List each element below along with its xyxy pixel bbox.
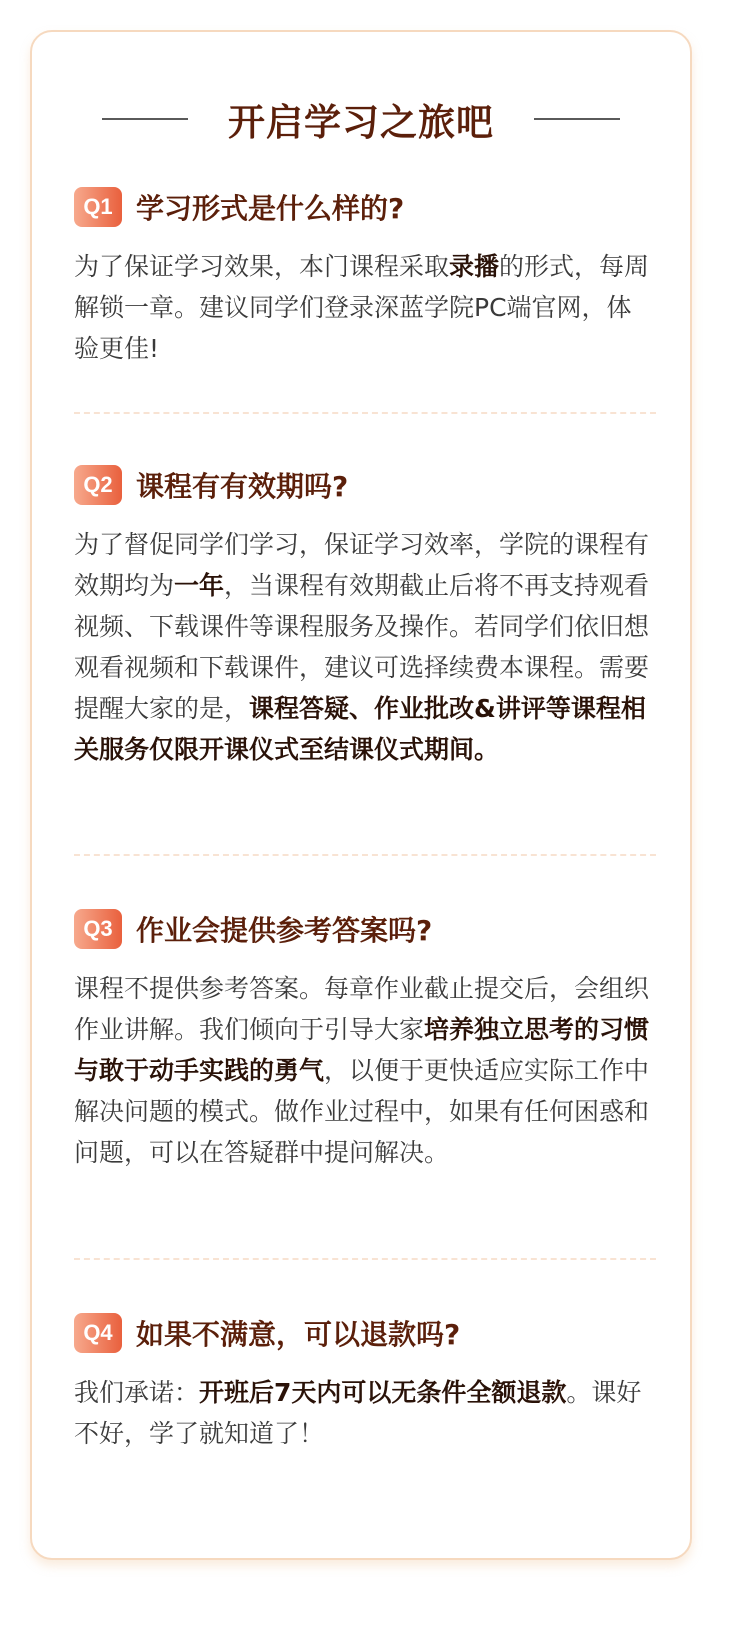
- question-title: 如果不满意，可以退款吗?: [136, 1318, 461, 1351]
- answer-segment: 。课好不好，学了就知道了！: [74, 1378, 642, 1448]
- question-row: [74, 184, 656, 230]
- answer-segment: 的形式，每周解锁一章。建议同学们登录深蓝学院PC端官网，体验更佳!: [74, 252, 650, 363]
- answer-text: [74, 246, 656, 369]
- question-badge: Q3: [74, 909, 122, 949]
- question-title: 学习形式是什么样的?: [136, 192, 405, 225]
- dashed-divider: [74, 1258, 656, 1260]
- answer-segment: ，以便于更快适应实际工作中解决问题的模式。做作业过程中，如果有任何困惑和问题，可以在答疑群中提问解决。: [74, 1056, 650, 1167]
- answer-text: [74, 524, 656, 770]
- header-line-right: [534, 118, 620, 120]
- answer-highlight: 课程答疑、作业批改&讲评等课程相关服务仅限开课仪式至结课仪式期间。: [74, 694, 646, 764]
- question-badge: Q1: [74, 187, 122, 227]
- answer-segment: ，当课程有效期截止后将不再支持观看视频、下载课件等课程服务及操作。若同学们依旧想观看视频和下载课件，建议可选择续费本课程。需要提醒大家的是，: [74, 571, 650, 723]
- question-row: [74, 906, 656, 952]
- question-title: 作业会提供参考答案吗?: [136, 914, 433, 947]
- header: [32, 94, 690, 144]
- answer-segment: 为了保证学习效果，本门课程采取: [74, 252, 450, 281]
- faq-item-q3: [74, 906, 656, 1173]
- answer-segment: 课程不提供参考答案。每章作业截止提交后，会组织作业讲解。我们倾向于引导大家: [74, 974, 650, 1044]
- answer-highlight: 开班后7天内可以无条件全额退款: [199, 1378, 567, 1407]
- question-badge: Q4: [74, 1313, 122, 1353]
- answer-highlight: 培养独立思考的习惯与敢于动手实践的勇气: [74, 1015, 650, 1085]
- header-line-left: [102, 118, 188, 120]
- answer-highlight: 录播: [449, 252, 500, 281]
- answer-text: [74, 968, 656, 1173]
- answer-segment: 我们承诺：: [74, 1378, 200, 1407]
- question-row: [74, 462, 656, 508]
- page-title: 开启学习之旅吧: [228, 101, 494, 144]
- answer-text: [74, 1372, 656, 1454]
- dashed-divider: [74, 854, 656, 856]
- faq-item-q2: [74, 462, 656, 770]
- question-badge: Q2: [74, 465, 122, 505]
- answer-segment: 为了督促同学们学习，保证学习效率，学院的课程有效期均为: [74, 530, 650, 600]
- faq-item-q4: [74, 1310, 656, 1454]
- faq-item-q1: [74, 184, 656, 369]
- question-title: 课程有有效期吗?: [136, 470, 349, 503]
- question-row: [74, 1310, 656, 1356]
- faq-card: [30, 30, 692, 1560]
- dashed-divider: [74, 412, 656, 414]
- answer-highlight: 一年: [174, 571, 225, 600]
